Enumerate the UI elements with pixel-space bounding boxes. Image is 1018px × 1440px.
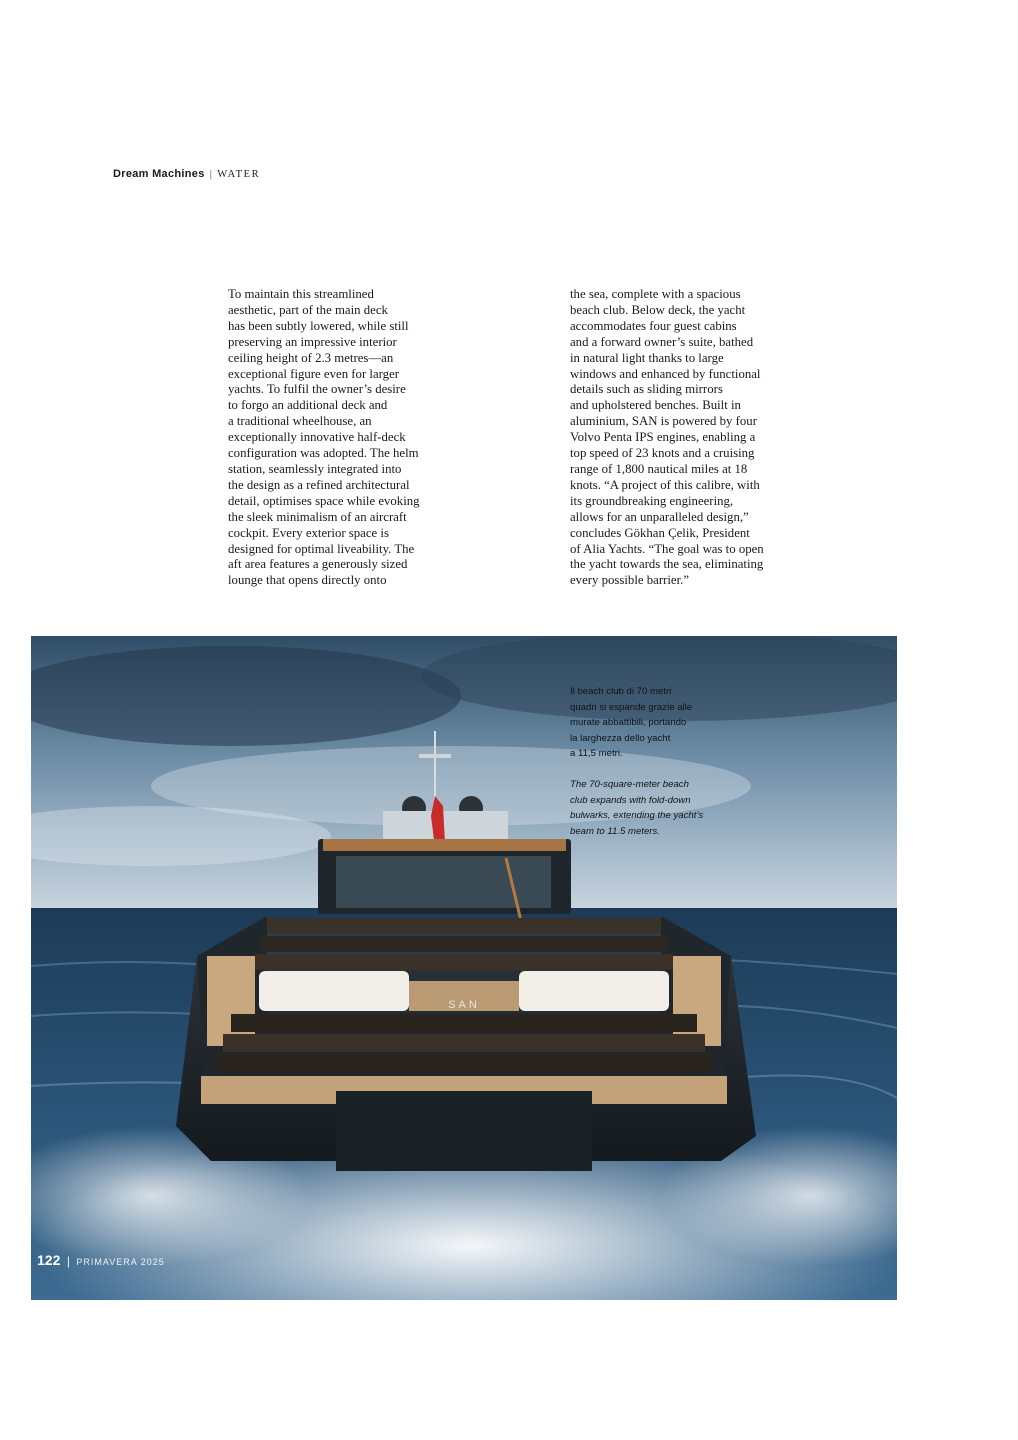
teak-side [207,956,255,1046]
text-line: quadri si espande grazie alle [570,701,693,713]
text-line: top speed of 23 knots and a cruising [570,446,755,461]
overhang-lights [323,839,566,851]
text-line: murate abbattibili, portando [570,717,687,729]
text-line: concludes Gökhan Çelik, President [570,525,750,540]
text-line: Il beach club di 70 metri [570,686,672,697]
footer-separator: | [66,1254,70,1268]
text-line: and upholstered benches. Built in [570,398,741,413]
step [267,918,661,934]
header-separator: | [209,168,213,180]
hull-name: SAN [448,999,480,1011]
text-line: beam to 11.5 meters. [570,825,660,837]
transom-block [336,1091,592,1171]
text-line: in natural light thanks to large [570,350,724,365]
sofa-right [519,971,669,1011]
text-line: aft area features a generously sized [228,557,408,572]
step [215,1054,713,1072]
text-line: To maintain this streamlined [228,287,374,301]
running-header [113,168,260,180]
text-line: designed for optimal liveability. The [228,541,415,556]
text-line: cockpit. Every exterior space is [228,525,389,540]
page-number: 122 [37,1252,61,1268]
text-line: every possible barrier.” [570,573,690,588]
radar-bar [419,754,451,758]
text-line: lounge that opens directly onto [228,573,387,588]
text-line: station, seamlessly integrated into [228,461,402,476]
step [261,936,667,952]
text-line: range of 1,800 nautical miles at 18 [570,461,748,476]
text-line: preserving an impressive interior [228,334,397,349]
caption-italian [570,684,740,762]
text-line: of Alia Yachts. “The goal was to open [570,541,764,556]
section-title: Dream Machines [113,168,205,180]
text-line: detail, optimises space while evoking [228,493,420,508]
text-line: accommodates four guest cabins [570,318,737,333]
text-line: the yacht towards the sea, eliminating [570,557,764,572]
teak-side [673,956,721,1046]
text-line: aesthetic, part of the main deck [228,302,388,317]
photo-caption [570,684,740,839]
article-column-left [228,287,452,589]
text-line: the sleek minimalism of an aircraft [228,509,407,524]
text-line: beach club. Below deck, the yacht [570,302,746,317]
text-line: the design as a refined architectural [228,477,410,492]
text-line: knots. “A project of this calibre, with [570,477,760,492]
text-line: The 70-square-meter beach [570,778,689,790]
text-line: aluminium, SAN is powered by four [570,414,757,429]
upper-deck [383,811,508,839]
text-line: yachts. To fulfil the owner’s desire [228,382,406,397]
text-line: allows for an unparalleled design,” [570,509,749,524]
section-category: WATER [217,169,261,180]
step [255,954,673,970]
step [231,1014,697,1032]
text-line: details such as sliding mirrors [570,382,723,397]
text-line: la larghezza dello yacht [570,732,671,744]
text-line: and a forward owner’s suite, bathed [570,334,754,349]
text-line: a 11,5 metri. [570,748,623,760]
text-line: exceptionally innovative half-deck [228,430,406,445]
text-line: a traditional wheelhouse, an [228,414,372,429]
text-line: club expands with fold-down [570,794,691,806]
issue-label: PRIMAVERA 2025 [76,1257,165,1267]
text-line: configuration was adopted. The helm [228,446,419,461]
text-line: has been subtly lowered, while still [228,318,409,333]
article-column-right [570,287,794,589]
text-line: exceptional figure even for larger [228,366,400,381]
yacht-photo [31,636,897,1300]
text-line: windows and enhanced by functional [570,366,761,381]
text-line: to forgo an additional deck and [228,398,388,413]
text-line: bulwarks, extending the yacht’s [570,810,704,822]
step [223,1034,705,1052]
sofa-left [259,971,409,1011]
text-line: ceiling height of 2.3 metres—an [228,350,394,365]
text-line: its groundbreaking engineering, [570,493,734,508]
page-footer [37,1252,165,1270]
text-line: the sea, complete with a spacious [570,287,741,301]
caption-english [570,777,740,839]
saloon-glass [336,856,551,908]
text-line: Volvo Penta IPS engines, enabling a [570,430,756,445]
